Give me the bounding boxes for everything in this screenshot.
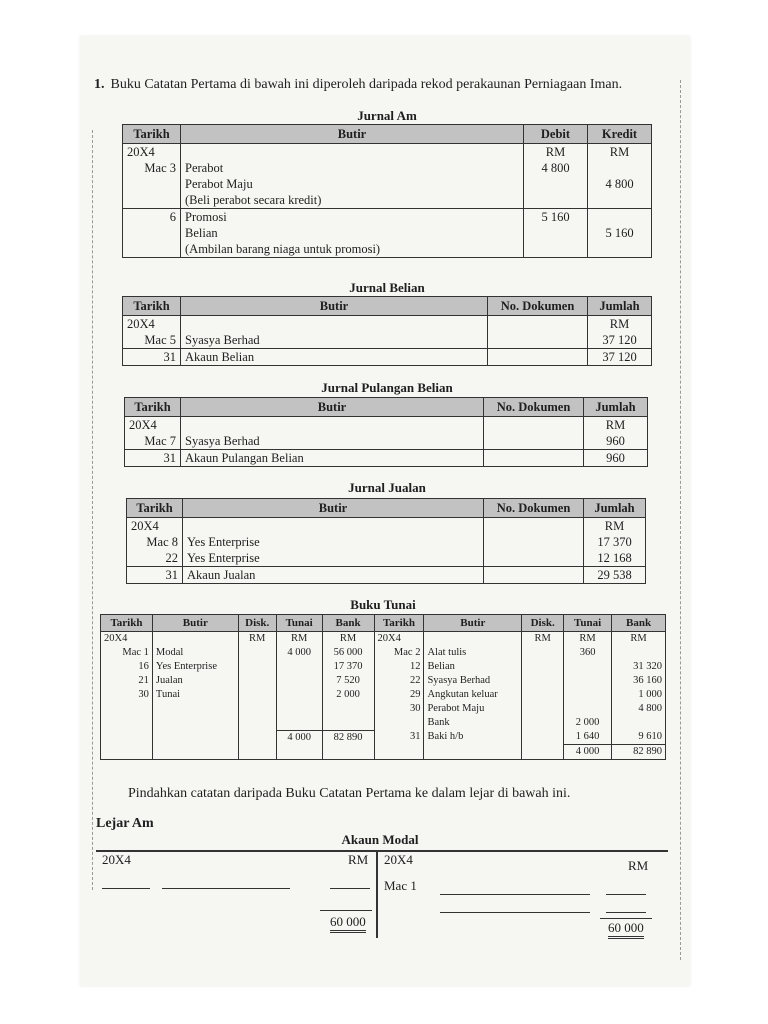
- cr-tunai: [564, 660, 612, 674]
- margin-line: [92, 130, 93, 890]
- cr-tunai: 360: [564, 646, 612, 660]
- left-total-top-rule: [320, 910, 372, 911]
- answer-blank-amount[interactable]: [330, 888, 370, 889]
- right-date: Mac 1: [384, 878, 417, 893]
- cr-bank: 9 610: [612, 730, 666, 745]
- row-butir-credit: Belian: [181, 225, 524, 241]
- dr-bank: 56 000: [322, 646, 374, 660]
- header-tarikh-dr: Tarikh: [101, 615, 153, 632]
- row-date: Mac 8: [127, 534, 183, 550]
- row-date: Mac 7: [125, 433, 181, 450]
- row-butir: Syasya Berhad: [181, 433, 484, 450]
- row-kredit: 5 160: [588, 225, 652, 241]
- header-butir-dr: Butir: [152, 615, 238, 632]
- cr-butir: Baki h/b: [424, 730, 522, 745]
- cr-butir: Syasya Berhad: [424, 674, 522, 688]
- row-butir: Promosi: [181, 209, 524, 226]
- dr-date: Mac 1: [101, 646, 153, 660]
- header-tarikh: Tarikh: [125, 398, 181, 417]
- cr-date: 12: [374, 660, 424, 674]
- answer-blank-date[interactable]: [102, 888, 150, 889]
- question-text: [94, 77, 622, 93]
- dr-bank: 7 520: [322, 674, 374, 688]
- row-amount: 29 538: [584, 567, 646, 584]
- question-number: 1.: [94, 77, 105, 92]
- cr-date: 31: [374, 730, 424, 745]
- header-jumlah: Jumlah: [588, 297, 652, 316]
- row-amount: 960: [584, 433, 648, 450]
- question-body: Buku Catatan Pertama di bawah ini diperoleh daripada rekod perakaunan Perniagaan Iman.: [110, 77, 623, 92]
- row-butir: Akaun Jualan: [183, 567, 484, 584]
- cr-bank: [612, 716, 666, 730]
- dr-butir: Yes Enterprise: [152, 660, 238, 674]
- year-cell: 20X4: [374, 632, 424, 647]
- year-cell: 20X4: [123, 316, 181, 333]
- row-debit: 5 160: [524, 209, 588, 226]
- row-narration: (Beli perabot secara kredit): [181, 192, 524, 209]
- header-tarikh-cr: Tarikh: [374, 615, 424, 632]
- jurnal-belian-table: [122, 296, 652, 366]
- cr-tunai: 2 000: [564, 716, 612, 730]
- dr-tunai: 4 000: [276, 646, 322, 660]
- header-butir: Butir: [183, 499, 484, 518]
- row-butir: Yes Enterprise: [183, 534, 484, 550]
- row-debit: 4 800: [524, 160, 588, 176]
- header-butir: Butir: [181, 125, 524, 144]
- instruction-text: Pindahkan catatan daripada Buku Catatan Pertama ke dalam lejar di bawah ini.: [128, 786, 571, 801]
- right-total: 60 000: [608, 920, 644, 939]
- dr-date: 16: [101, 660, 153, 674]
- cr-date: 29: [374, 688, 424, 702]
- currency-cell: RM: [588, 316, 652, 333]
- buku-tunai-title: Buku Tunai: [350, 597, 416, 612]
- jurnal-jualan-table: [126, 498, 646, 584]
- currency-cell: RM: [522, 632, 564, 647]
- row-butir: Akaun Belian: [181, 349, 488, 366]
- right-year: 20X4: [384, 852, 413, 867]
- answer-blank-amount-right[interactable]: [606, 894, 646, 895]
- year-cell: 20X4: [101, 632, 153, 647]
- cr-total-bank: 82 890: [612, 745, 666, 760]
- header-no-dokumen: No. Dokumen: [488, 297, 588, 316]
- answer-blank-butir[interactable]: [162, 888, 290, 889]
- answer-blank-butir-right-2[interactable]: [440, 912, 590, 913]
- header-tarikh: Tarikh: [127, 499, 183, 518]
- left-total: 60 000: [330, 914, 366, 933]
- year-cell: 20X4: [123, 144, 181, 161]
- row-date: 6: [123, 209, 181, 226]
- cr-date: 30: [374, 702, 424, 716]
- header-disk-cr: Disk.: [522, 615, 564, 632]
- cr-bank: 31 320: [612, 660, 666, 674]
- row-butir-credit: Perabot Maju: [181, 176, 524, 192]
- margin-line-right: [680, 80, 681, 960]
- dr-tunai: [276, 688, 322, 702]
- t-account-center-line: [376, 850, 378, 938]
- currency-kredit: RM: [588, 144, 652, 161]
- cr-tunai: 1 640: [564, 730, 612, 745]
- cr-date: [374, 716, 424, 730]
- dr-tunai: [276, 660, 322, 674]
- cr-butir: Belian: [424, 660, 522, 674]
- header-butir: Butir: [181, 297, 488, 316]
- header-tunai-dr: Tunai: [276, 615, 322, 632]
- header-tarikh: Tarikh: [123, 125, 181, 144]
- row-butir: Syasya Berhad: [181, 332, 488, 349]
- header-disk-dr: Disk.: [238, 615, 276, 632]
- cr-date: Mac 2: [374, 646, 424, 660]
- currency-cell: RM: [612, 632, 666, 647]
- row-butir: Perabot: [181, 160, 524, 176]
- cr-bank: 4 800: [612, 702, 666, 716]
- jurnal-am-table: [122, 124, 652, 258]
- currency-cell: RM: [322, 632, 374, 647]
- header-jumlah: Jumlah: [584, 499, 646, 518]
- jurnal-jualan-title: Jurnal Jualan: [348, 480, 426, 495]
- row-kredit: 4 800: [588, 176, 652, 192]
- cr-tunai: [564, 702, 612, 716]
- header-bank-dr: Bank: [322, 615, 374, 632]
- dr-butir: Modal: [152, 646, 238, 660]
- row-date: Mac 5: [123, 332, 181, 349]
- header-bank-cr: Bank: [612, 615, 666, 632]
- row-date: 31: [127, 567, 183, 584]
- row-date: 31: [125, 450, 181, 467]
- currency-cell: RM: [238, 632, 276, 647]
- dr-total-bank: 82 890: [322, 730, 374, 745]
- right-currency: RM: [628, 858, 649, 873]
- dr-butir: Jualan: [152, 674, 238, 688]
- cr-tunai: [564, 688, 612, 702]
- cr-butir: Angkutan keluar: [424, 688, 522, 702]
- left-currency: RM: [348, 852, 369, 867]
- answer-blank-butir-right[interactable]: [440, 894, 590, 895]
- header-tunai-cr: Tunai: [564, 615, 612, 632]
- dr-bank: 2 000: [322, 688, 374, 702]
- lejar-heading: Lejar Am: [96, 816, 154, 831]
- row-date: 31: [123, 349, 181, 366]
- row-date: Mac 3: [123, 160, 181, 176]
- cr-total-tunai: 4 000: [564, 745, 612, 760]
- currency-cell: RM: [584, 417, 648, 434]
- row-amount: 37 120: [588, 332, 652, 349]
- currency-cell: RM: [276, 632, 322, 647]
- dr-total-tunai: 4 000: [276, 730, 322, 745]
- cr-bank: [612, 646, 666, 660]
- header-butir: Butir: [181, 398, 484, 417]
- header-debit: Debit: [524, 125, 588, 144]
- row-amount: 17 370: [584, 534, 646, 550]
- header-kredit: Kredit: [588, 125, 652, 144]
- header-no-dokumen: No. Dokumen: [484, 398, 584, 417]
- year-cell: 20X4: [125, 417, 181, 434]
- cr-butir: Perabot Maju: [424, 702, 522, 716]
- cr-date: 22: [374, 674, 424, 688]
- cr-butir: Bank: [424, 716, 522, 730]
- row-amount: 37 120: [588, 349, 652, 366]
- account-title: Akaun Modal: [341, 832, 419, 847]
- left-year: 20X4: [102, 852, 131, 867]
- row-amount: 960: [584, 450, 648, 467]
- dr-tunai: [276, 674, 322, 688]
- currency-debit: RM: [524, 144, 588, 161]
- row-butir: Akaun Pulangan Belian: [181, 450, 484, 467]
- header-no-dokumen: No. Dokumen: [484, 499, 584, 518]
- jurnal-pulangan-belian-title: Jurnal Pulangan Belian: [321, 380, 453, 395]
- buku-tunai-table: [100, 614, 666, 760]
- cr-bank: 36 160: [612, 674, 666, 688]
- year-cell: 20X4: [127, 518, 183, 535]
- cr-butir: Alat tulis: [424, 646, 522, 660]
- jurnal-belian-title: Jurnal Belian: [349, 280, 425, 295]
- cr-bank: 1 000: [612, 688, 666, 702]
- header-jumlah: Jumlah: [584, 398, 648, 417]
- row-butir: Yes Enterprise: [183, 550, 484, 567]
- row-amount: 12 168: [584, 550, 646, 567]
- jurnal-am-title: Jurnal Am: [357, 108, 417, 123]
- currency-cell: RM: [584, 518, 646, 535]
- header-butir-cr: Butir: [424, 615, 522, 632]
- dr-date: 21: [101, 674, 153, 688]
- currency-cell: RM: [564, 632, 612, 647]
- row-date: 22: [127, 550, 183, 567]
- dr-bank: 17 370: [322, 660, 374, 674]
- right-total-top-rule: [600, 918, 652, 919]
- answer-blank-amount-right-2[interactable]: [606, 912, 646, 913]
- header-tarikh: Tarikh: [123, 297, 181, 316]
- jurnal-pulangan-belian-table: [124, 397, 648, 467]
- dr-butir: Tunai: [152, 688, 238, 702]
- row-narration: (Ambilan barang niaga untuk promosi): [181, 241, 524, 258]
- dr-date: 30: [101, 688, 153, 702]
- cr-tunai: [564, 674, 612, 688]
- t-account-top-line: [96, 850, 668, 852]
